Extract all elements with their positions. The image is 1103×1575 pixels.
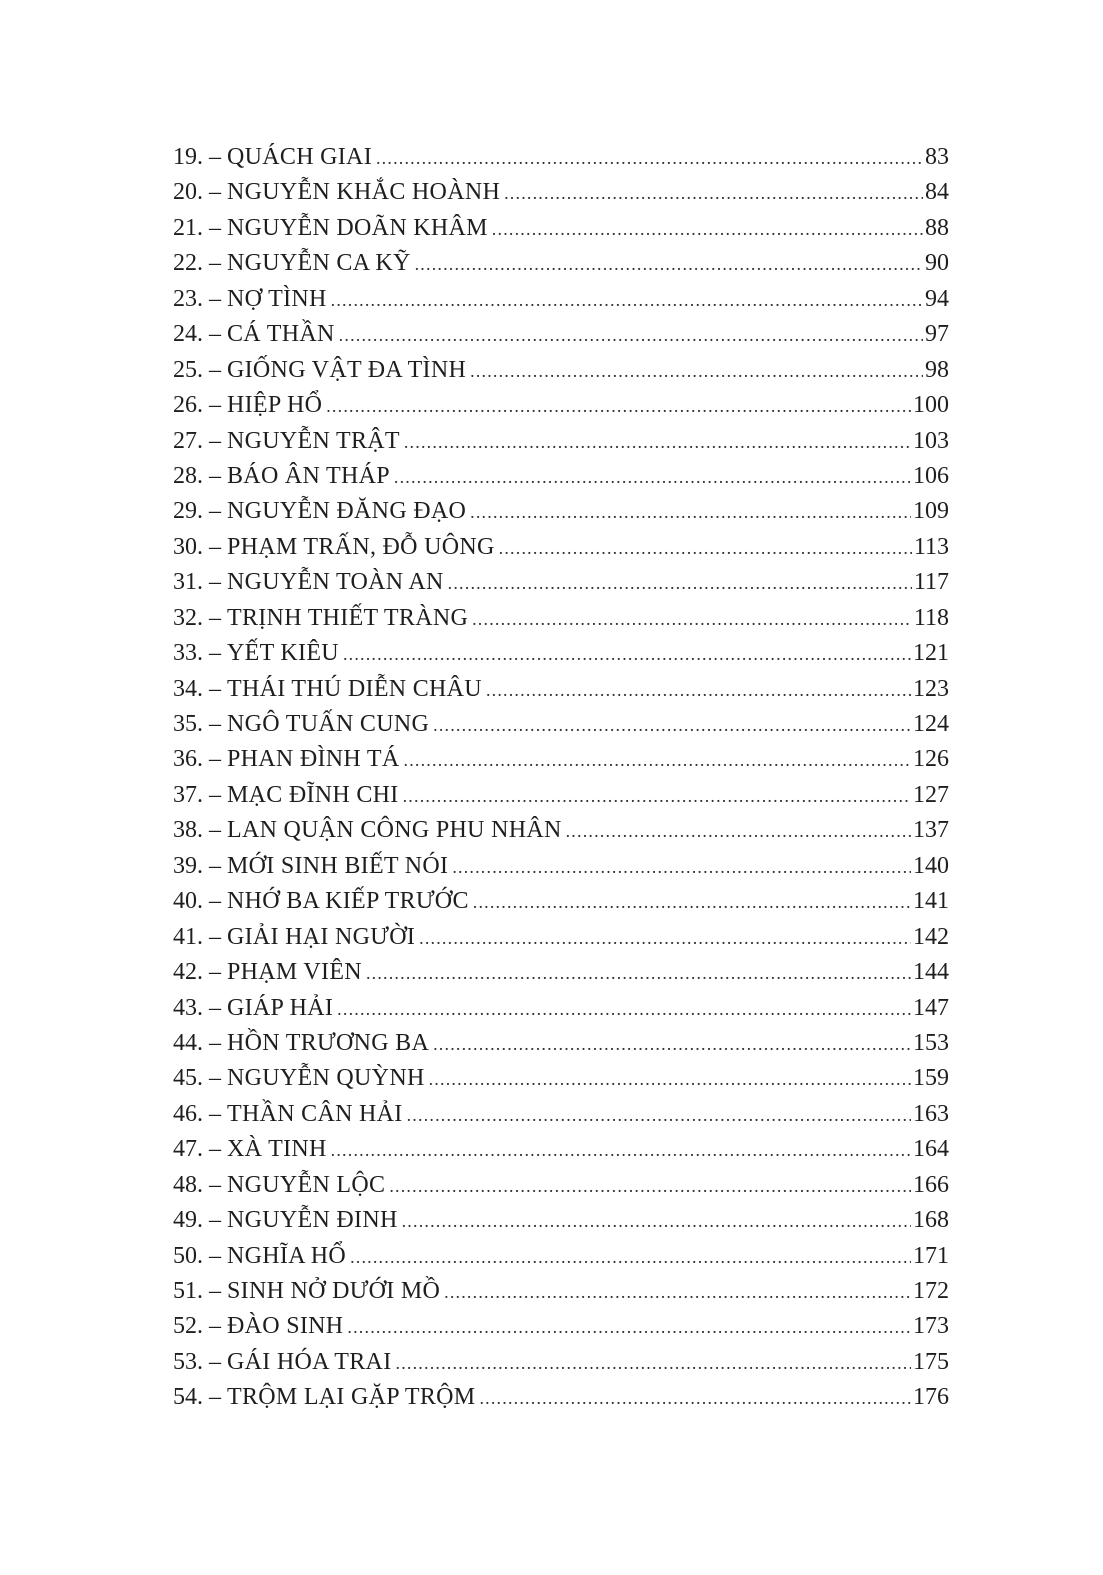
entry-separator: – [209, 179, 221, 206]
entry-separator: – [209, 1242, 221, 1269]
entry-page-number: 163 [913, 1100, 949, 1127]
entry-title: GIẢI HẠI NGƯỜI [227, 923, 416, 950]
dot-leader [499, 531, 912, 566]
entry-number: 29. [173, 498, 203, 525]
entry-number: 45. [173, 1065, 203, 1092]
toc-entry[interactable] [173, 707, 949, 742]
entry-page-number: 173 [913, 1313, 949, 1340]
dot-leader [366, 956, 911, 991]
dot-leader [343, 637, 911, 672]
entry-number: 43. [173, 994, 203, 1021]
entry-number: 38. [173, 817, 203, 844]
dot-leader [448, 566, 912, 601]
dot-leader [403, 779, 911, 814]
toc-entry[interactable] [173, 565, 949, 600]
dot-leader [470, 354, 923, 389]
dot-leader [376, 141, 923, 176]
entry-number: 36. [173, 746, 203, 773]
entry-number: 35. [173, 711, 203, 737]
entry-title: HIỆP HỔ [227, 392, 323, 419]
toc-entry[interactable] [173, 849, 949, 884]
entry-title: NGUYỄN TOÀN AN [227, 569, 444, 596]
entry-page-number: 90 [925, 250, 949, 277]
entry-title: NGUYỄN DOÃN KHÂM [227, 214, 488, 241]
entry-page-number: 97 [925, 321, 949, 348]
entry-number: 37. [173, 781, 203, 808]
dot-leader [419, 921, 911, 956]
entry-separator: – [209, 1065, 221, 1092]
dot-leader [404, 743, 912, 778]
entry-number: 48. [173, 1171, 203, 1198]
entry-page-number: 171 [913, 1242, 949, 1269]
toc-entry[interactable] [173, 1168, 949, 1203]
entry-title: GIỐNG VẬT ĐA TÌNH [227, 356, 467, 383]
entry-separator: – [209, 1207, 221, 1234]
toc-entry[interactable] [173, 140, 949, 175]
entry-separator: – [209, 994, 221, 1021]
entry-page-number: 103 [913, 427, 949, 454]
dot-leader [326, 389, 911, 424]
entry-separator: – [209, 1029, 221, 1056]
dot-leader [404, 425, 911, 460]
entry-page-number: 137 [913, 817, 949, 844]
entry-page-number: 113 [913, 533, 949, 560]
toc-entry[interactable] [173, 991, 949, 1026]
dot-leader [402, 1204, 911, 1239]
toc-entry[interactable] [173, 1380, 949, 1415]
entry-title: PHAN ĐÌNH TÁ [227, 746, 400, 773]
entry-separator: – [209, 392, 221, 419]
toc-entry[interactable] [173, 813, 949, 848]
dot-leader [472, 602, 912, 637]
entry-number: 23. [173, 285, 203, 312]
entry-separator: – [209, 1348, 221, 1375]
dot-leader [486, 673, 911, 708]
entry-separator: – [209, 817, 221, 844]
entry-separator: – [209, 498, 221, 525]
toc-entry[interactable] [173, 778, 949, 813]
entry-title: HỒN TRƯƠNG BA [227, 1029, 430, 1056]
toc-entry[interactable] [173, 1239, 949, 1274]
dot-leader [433, 1027, 911, 1062]
entry-separator: – [209, 144, 221, 170]
toc-entry[interactable] [173, 530, 949, 565]
entry-page-number: 142 [913, 923, 949, 950]
dot-leader [331, 1133, 911, 1168]
entry-separator: – [209, 852, 221, 879]
toc-entry[interactable] [173, 1345, 949, 1380]
entry-title: MẠC ĐĨNH CHI [227, 781, 399, 808]
entry-separator: – [209, 569, 221, 596]
entry-page-number: 117 [913, 569, 949, 596]
entry-title: NGUYỄN CA KỸ [227, 250, 411, 277]
entry-number: 39. [173, 852, 203, 879]
entry-title: TRỊNH THIẾT TRÀNG [227, 604, 469, 631]
entry-title: LAN QUẬN CÔNG PHU NHÂN [227, 817, 562, 844]
entry-title: NGUYỄN TRẬT [227, 427, 400, 454]
dot-leader [331, 283, 923, 318]
entry-title: YẾT KIÊU [227, 640, 339, 667]
dot-leader [444, 1275, 911, 1310]
entry-number: 51. [173, 1278, 203, 1304]
dot-leader [407, 1098, 911, 1133]
entry-title: THÁI THÚ DIỄN CHÂU [227, 675, 482, 702]
toc-entry[interactable] [173, 1132, 949, 1167]
entry-separator: – [209, 1171, 221, 1198]
entry-number: 19. [173, 144, 203, 170]
entry-separator: – [209, 746, 221, 773]
entry-page-number: 126 [913, 746, 949, 773]
entry-title: NỢ TÌNH [227, 285, 327, 312]
entry-number: 46. [173, 1100, 203, 1127]
entry-title: NHỚ BA KIẾP TRƯỚC [227, 888, 469, 915]
dot-leader [389, 1169, 911, 1204]
entry-number: 49. [173, 1207, 203, 1234]
entry-page-number: 88 [925, 214, 949, 241]
toc-entry[interactable] [173, 742, 949, 777]
entry-page-number: 176 [913, 1384, 949, 1411]
dot-leader [337, 992, 911, 1027]
entry-page-number: 159 [913, 1065, 949, 1092]
entry-title: GIÁP HẢI [227, 994, 334, 1021]
entry-page-number: 109 [913, 498, 949, 525]
entry-page-number: 124 [913, 711, 949, 737]
entry-number: 32. [173, 604, 203, 631]
entry-page-number: 84 [925, 179, 949, 206]
entry-separator: – [209, 711, 221, 737]
entry-number: 24. [173, 321, 203, 348]
dot-leader [504, 176, 923, 211]
toc-entry[interactable] [173, 1274, 949, 1309]
toc-entry[interactable] [173, 175, 949, 210]
toc-entry[interactable] [173, 459, 949, 494]
entry-page-number: 153 [913, 1029, 949, 1056]
dot-leader [433, 708, 911, 743]
toc-entry[interactable] [173, 884, 949, 919]
entry-number: 42. [173, 959, 203, 986]
entry-title: NGUYỄN KHẮC HOÀNH [227, 179, 501, 206]
entry-page-number: 100 [913, 392, 949, 419]
entry-separator: – [209, 427, 221, 454]
entry-number: 28. [173, 462, 203, 489]
toc-entry[interactable] [173, 601, 949, 636]
entry-number: 47. [173, 1136, 203, 1163]
dot-leader [347, 1310, 911, 1345]
entry-separator: – [209, 250, 221, 277]
entry-page-number: 147 [913, 994, 949, 1021]
dot-leader [452, 850, 911, 885]
entry-number: 52. [173, 1313, 203, 1340]
toc-entry[interactable] [173, 211, 949, 246]
entry-title: MỚI SINH BIẾT NÓI [227, 852, 449, 879]
dot-leader [415, 247, 923, 282]
entry-title: NGÔ TUẤN CUNG [227, 711, 430, 737]
entry-separator: – [209, 1278, 221, 1304]
entry-page-number: 168 [913, 1207, 949, 1234]
dot-leader [429, 1062, 911, 1097]
entry-number: 31. [173, 569, 203, 596]
entry-title: NGUYỄN LỘC [227, 1171, 386, 1198]
entry-number: 40. [173, 888, 203, 915]
entry-separator: – [209, 1313, 221, 1340]
dot-leader [339, 318, 923, 353]
entry-separator: – [209, 640, 221, 667]
entry-number: 27. [173, 427, 203, 454]
entry-separator: – [209, 604, 221, 631]
entry-page-number: 144 [913, 959, 949, 986]
toc-entry[interactable] [173, 1203, 949, 1238]
toc-entry[interactable] [173, 1061, 949, 1096]
table-of-contents [173, 140, 949, 1416]
toc-entry[interactable] [173, 1026, 949, 1061]
toc-entry[interactable] [173, 636, 949, 671]
entry-title: GÁI HÓA TRAI [227, 1348, 392, 1375]
entry-separator: – [209, 888, 221, 915]
entry-title: BÁO ÂN THÁP [227, 462, 390, 489]
entry-page-number: 123 [913, 675, 949, 702]
toc-entry[interactable] [173, 424, 949, 459]
entry-separator: – [209, 781, 221, 808]
dot-leader [492, 212, 923, 247]
toc-entry[interactable] [173, 246, 949, 281]
entry-title: ĐÀO SINH [227, 1313, 344, 1340]
entry-separator: – [209, 321, 221, 348]
entry-number: 25. [173, 356, 203, 383]
entry-title: NGUYỄN ĐINH [227, 1207, 398, 1234]
entry-number: 50. [173, 1242, 203, 1269]
entry-title: CÁ THẦN [227, 321, 335, 348]
entry-number: 33. [173, 640, 203, 667]
dot-leader [470, 495, 911, 530]
entry-number: 30. [173, 533, 203, 560]
entry-number: 20. [173, 179, 203, 206]
dot-leader [473, 885, 911, 920]
entry-separator: – [209, 214, 221, 241]
toc-entry[interactable] [173, 494, 949, 529]
entry-separator: – [209, 1136, 221, 1163]
entry-title: PHẠM TRẤN, ĐỖ UÔNG [227, 533, 495, 560]
entry-separator: – [209, 1384, 221, 1411]
entry-title: QUÁCH GIAI [227, 144, 372, 170]
toc-entry[interactable] [173, 672, 949, 707]
entry-page-number: 175 [913, 1348, 949, 1375]
entry-page-number: 121 [913, 640, 949, 667]
toc-entry[interactable] [173, 1309, 949, 1344]
toc-entry[interactable] [173, 388, 949, 423]
entry-title: TRỘM LẠI GẶP TRỘM [227, 1384, 476, 1411]
entry-title: PHẠM VIÊN [227, 959, 362, 986]
entry-page-number: 127 [913, 781, 949, 808]
entry-number: 26. [173, 392, 203, 419]
entry-title: NGUYỄN QUỲNH [227, 1065, 425, 1092]
dot-leader [566, 814, 911, 849]
toc-entry[interactable] [173, 282, 949, 317]
toc-entry[interactable] [173, 920, 949, 955]
entry-page-number: 140 [913, 852, 949, 879]
entry-number: 53. [173, 1348, 203, 1375]
entry-page-number: 106 [913, 462, 949, 489]
toc-entry[interactable] [173, 317, 949, 352]
entry-separator: – [209, 675, 221, 702]
entry-page-number: 83 [925, 144, 949, 170]
entry-separator: – [209, 285, 221, 312]
entry-number: 41. [173, 923, 203, 950]
entry-title: XÀ TINH [227, 1136, 327, 1163]
toc-entry[interactable] [173, 955, 949, 990]
entry-number: 22. [173, 250, 203, 277]
entry-page-number: 118 [913, 604, 949, 631]
toc-entry[interactable] [173, 353, 949, 388]
entry-number: 34. [173, 675, 203, 702]
dot-leader [394, 460, 911, 495]
entry-separator: – [209, 959, 221, 986]
entry-page-number: 172 [913, 1278, 949, 1304]
entry-title: NGHĨA HỔ [227, 1242, 347, 1269]
entry-separator: – [209, 462, 221, 489]
entry-title: THẦN CÂN HẢI [227, 1100, 403, 1127]
dot-leader [396, 1346, 912, 1381]
dot-leader [350, 1240, 911, 1275]
entry-page-number: 166 [913, 1171, 949, 1198]
entry-separator: – [209, 1100, 221, 1127]
entry-separator: – [209, 356, 221, 383]
entry-number: 54. [173, 1384, 203, 1411]
entry-title: SINH NỞ DƯỚI MỒ [227, 1278, 441, 1304]
entry-page-number: 164 [913, 1136, 949, 1163]
entry-separator: – [209, 533, 221, 560]
entry-number: 44. [173, 1029, 203, 1056]
entry-title: NGUYỄN ĐĂNG ĐẠO [227, 498, 467, 525]
entry-page-number: 141 [913, 888, 949, 915]
entry-page-number: 94 [925, 285, 949, 312]
entry-number: 21. [173, 214, 203, 241]
entry-separator: – [209, 923, 221, 950]
entry-page-number: 98 [925, 356, 949, 383]
toc-entry[interactable] [173, 1097, 949, 1132]
dot-leader [479, 1381, 911, 1416]
